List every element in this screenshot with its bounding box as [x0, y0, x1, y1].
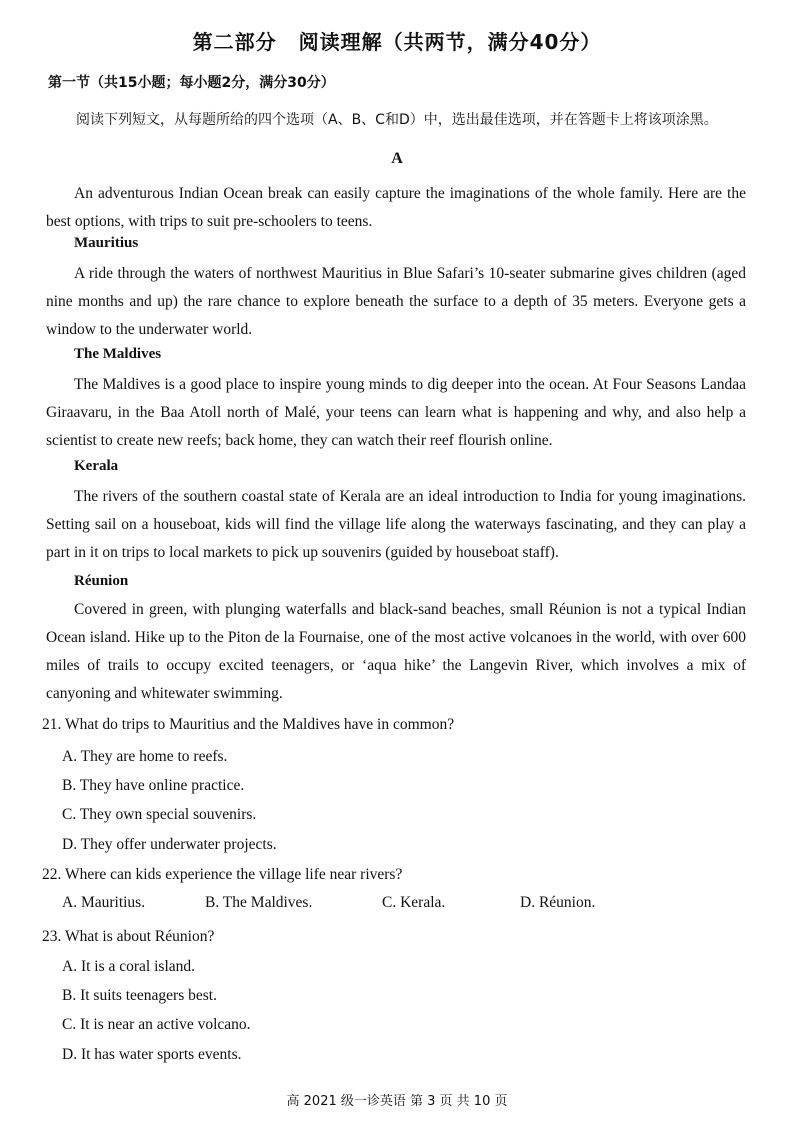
question-23-option-c[interactable]: C. It is near an active volcano.	[62, 1016, 251, 1033]
page-footer: 高 2021 级一诊英语 第 3 页 共 10 页	[286, 1094, 508, 1109]
destination-heading-maldives: The Maldives	[74, 346, 162, 362]
question-22-option-d[interactable]: D. Réunion.	[520, 894, 596, 911]
part-title	[0, 26, 794, 55]
section-heading: 第一节（共15小题；每小题2分，满分30分）	[48, 75, 335, 91]
destination-heading-reunion: Réunion	[74, 573, 129, 589]
question-21-option-a[interactable]: A. They are home to reefs.	[62, 748, 228, 765]
question-22-option-b[interactable]: B. The Maldives.	[205, 894, 313, 911]
passage-intro: An adventurous Indian Ocean break can easily capture the imaginations of the whole family. Here are the best options, with trips to suit pre-schoolers to teens.	[46, 185, 746, 230]
part-label: 第二部分	[192, 30, 277, 54]
question-23-option-d[interactable]: D. It has water sports events.	[62, 1046, 242, 1063]
question-23-option-b[interactable]: B. It suits teenagers best.	[62, 987, 217, 1004]
destination-text-kerala: The rivers of the southern coastal state of Kerala are an ideal introduction to India for young imaginations. Setting sail on a houseboat, kids will find the village life along the waterways fascinating, and they can play a part in it on trips to local markets to pick up souvenirs (guided by houseboat staff).	[46, 488, 746, 561]
question-21-option-b[interactable]: B. They have online practice.	[62, 777, 245, 794]
question-22-stem: 22. Where can kids experience the village life near rivers?	[42, 866, 403, 883]
question-21-option-d[interactable]: D. They offer underwater projects.	[62, 836, 277, 853]
part-heading: 阅读理解（共两节，满分40分）	[298, 30, 602, 54]
destination-text-mauritius: A ride through the waters of northwest Mauritius in Blue Safari’s 10-seater submarine gives children (aged nine months and up) the rare chance to explore beneath the surface to a depth of 35 meters. Everyone gets a window to the underwater world.	[46, 265, 746, 338]
section-instruction: 阅读下列短文，从每题所给的四个选项（A、B、C和D）中，选出最佳选项，并在答题卡上将该项涂黑。	[76, 112, 718, 128]
destination-text-maldives: The Maldives is a good place to inspire young minds to dig deeper into the ocean. At Four Seasons Landaa Giraavaru, in the Baa Atoll north of Malé, your teens can learn what is happening and why, and also help a scientist to create new reefs; back home, they can watch their reef flourish online.	[46, 376, 746, 449]
question-22-option-a[interactable]: A. Mauritius.	[62, 894, 146, 911]
destination-heading-mauritius: Mauritius	[74, 235, 139, 251]
passage-letter: A	[391, 150, 403, 167]
destination-text-reunion: Covered in green, with plunging waterfalls and black-sand beaches, small Réunion is not a typical Indian Ocean island. Hike up to the Piton de la Fournaise, one of the most active volcanoes in the world, with over 600 miles of trails to occupy excited teenagers, or ‘aqua hike’ the Langevin River, which involves a mix of canyoning and whitewater swimming.	[46, 601, 746, 702]
question-22-option-c[interactable]: C. Kerala.	[382, 894, 446, 911]
question-21-option-c[interactable]: C. They own special souvenirs.	[62, 806, 257, 823]
question-23-stem: 23. What is about Réunion?	[42, 928, 215, 945]
question-23-option-a[interactable]: A. It is a coral island.	[62, 958, 196, 975]
question-21-stem: 21. What do trips to Mauritius and the Maldives have in common?	[42, 716, 455, 733]
destination-heading-kerala: Kerala	[74, 458, 119, 474]
